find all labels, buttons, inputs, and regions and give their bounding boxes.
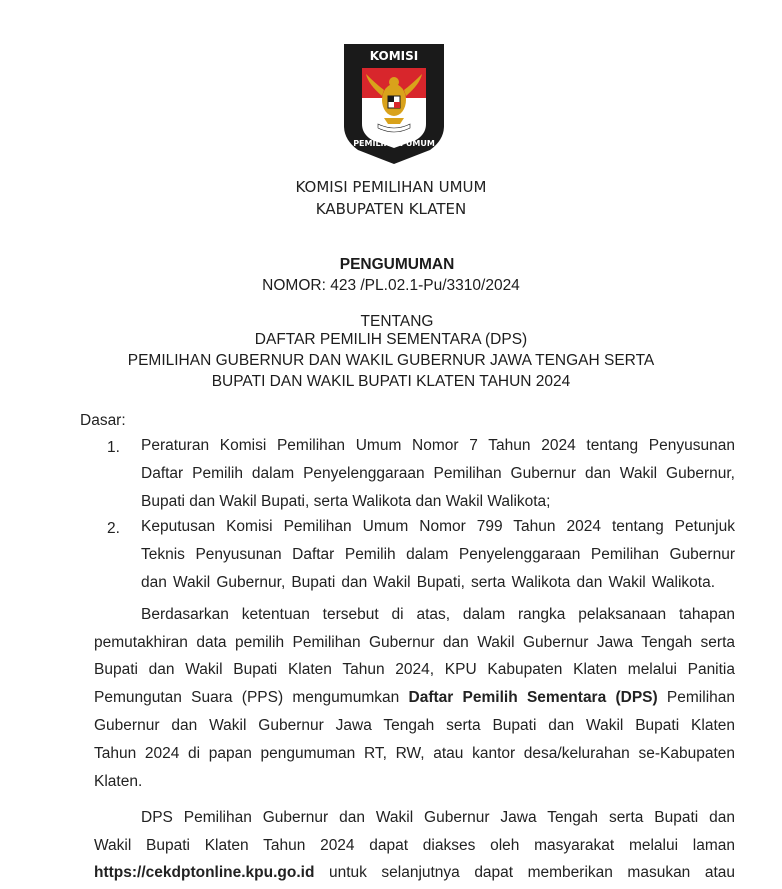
header-district: KABUPATEN KLATEN [315,200,467,218]
basis-item-line: dan Wakil Gubernur, Bupati dan Wakil Bupati, serta Walikota dan Wakil Walikota. [141,574,715,591]
paragraph-line: Gubernur dan Wakil Gubernur Jawa Tengah serta Bupati dan Wakil Bupati Klaten [94,717,735,734]
dps-emphasis: Daftar Pemilih Sementara (DPS) [408,689,658,706]
subject-line-3: BUPATI DAN WAKIL BUPATI KLATEN TAHUN 2024 [211,373,571,390]
basis-item-line: Bupati dan Wakil Bupati, serta Walikota dan Wakil Walikota; [141,493,551,510]
basis-item-line: Keputusan Komisi Pemilihan Umum Nomor 799 Tahun 2024 tentang Petunjuk [141,518,735,535]
basis-item-number: 1. [107,439,120,456]
subject-line-1: DAFTAR PEMILIH SEMENTARA (DPS) [254,331,528,348]
paragraph-line [94,685,735,710]
logo-top-text: KOMISI [369,49,419,63]
paragraph-line: Berdasarkan ketentuan tersebut di atas, dalam rangka pelaksanaan tahapan [141,606,735,623]
paragraph-line: Wakil Bupati Klaten Tahun 2024 dapat diakses oleh masyarakat melalui laman [94,837,735,854]
basis-item-line: Teknis Penyusunan Daftar Pemilih dalam Penyelenggaraan Pemilihan Gubernur [141,546,735,563]
kpu-logo [338,40,450,164]
basis-item-line: Peraturan Komisi Pemilihan Umum Nomor 7 Tahun 2024 tentang Penyusunan [141,437,735,454]
logo-bottom-text: PEMILIHAN UMUM [353,139,435,148]
paragraph-text: untuk selanjutnya dapat memberikan masukan atau [314,864,735,881]
paragraph-line [94,860,735,885]
number-label: NOMOR: [262,277,326,294]
basis-item-line: Daftar Pemilih dalam Penyelenggaraan Pemilihan Gubernur dan Wakil Gubernur, [141,465,735,482]
paragraph-line: DPS Pemilihan Gubernur dan Wakil Gubernur Jawa Tengah serta Bupati dan [141,809,735,826]
number-value: 423 /PL.02.1-Pu/3310/2024 [330,277,520,294]
basis-label: Dasar: [80,412,126,429]
subject-line-2: PEMILIHAN GUBERNUR DAN WAKIL GUBERNUR JAWA TENGAH SERTA [127,352,655,369]
header-org-name: KOMISI PEMILIHAN UMUM [295,178,487,196]
basis-item-number: 2. [107,520,120,537]
announcement-title: PENGUMUMAN [339,256,455,273]
paragraph-text: Pemungutan Suara (PPS) mengumumkan [94,689,409,706]
paragraph-text: Pemilihan [657,689,735,706]
cekdpt-link[interactable]: https://cekdptonline.kpu.go.id [94,864,315,881]
paragraph-line: Bupati dan Wakil Bupati Klaten Tahun 2024, KPU Kabupaten Klaten melalui Panitia [94,661,735,678]
paragraph-line: pemutakhiran data pemilih Pemilihan Gubernur dan Wakil Gubernur Jawa Tengah serta [94,634,735,651]
announcement-about: TENTANG [360,313,434,330]
announcement-number [0,277,782,295]
paragraph-line: Tahun 2024 di papan pengumuman RT, RW, atau kantor desa/kelurahan se-Kabupaten [94,745,735,762]
paragraph-line: Klaten. [94,773,143,790]
